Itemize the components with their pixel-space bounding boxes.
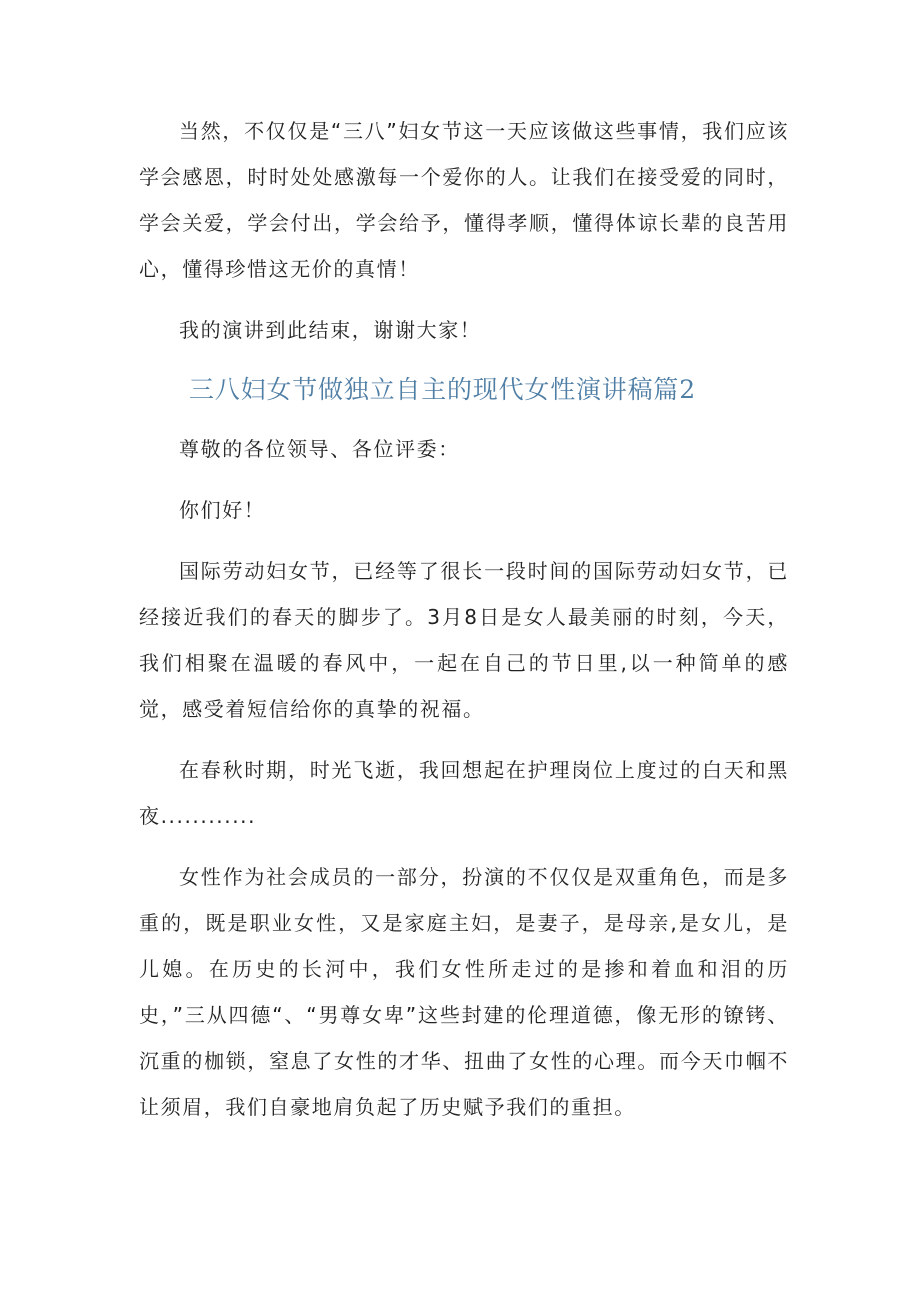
paragraph-gratitude: 当然，不仅仅是“三八”妇女节这一天应该做这些事情，我们应该学会感恩，时时处处感激每一个爱你的人。让我们在接受爱的同时，学会关爱，学会付出，学会给予，懂得孝顺，懂得体谅长辈的良苦用心，懂得珍惜这无价的真情！ <box>139 119 789 281</box>
paragraph-closing: 我的演讲到此结束，谢谢大家！ <box>179 318 482 342</box>
paragraph-nursing-memory: 在春秋时期，时光飞逝，我回想起在护理岗位上度过的白天和黑夜............ <box>139 758 789 828</box>
document-body <box>139 108 789 1130</box>
paragraph-women-roles: 女性作为社会成员的一部分，扮演的不仅仅是双重角色，而是多重的，既是职业女性，又是家庭主妇，是妻子，是母亲,是女儿，是儿媳。在历史的长河中，我们女性所走过的是掺和着血和泪的历史，”三从四德“、“男尊女卑”这些封建的伦理道德，像无形的镣铐、沉重的枷锁，窒息了女性的才华、扭曲了女性的心理。而今天巾帼不让须眉，我们自豪地肩负起了历史赋予我们的重担。 <box>139 865 789 1119</box>
section-heading: 三八妇女节做独立自主的现代女性演讲稿篇2 <box>189 375 696 404</box>
paragraph-salutation: 尊敬的各位领导、各位评委： <box>179 437 460 461</box>
paragraph-greeting: 你们好！ <box>179 498 266 522</box>
paragraph-womens-day: 国际劳动妇女节，已经等了很长一段时间的国际劳动妇女节，已经接近我们的春天的脚步了。3月8日是女人最美丽的时刻，今天，我们相聚在温暖的春风中，一起在自己的节日里,以一种简单的感觉，感受着短信给你的真挚的祝福。 <box>139 559 789 721</box>
